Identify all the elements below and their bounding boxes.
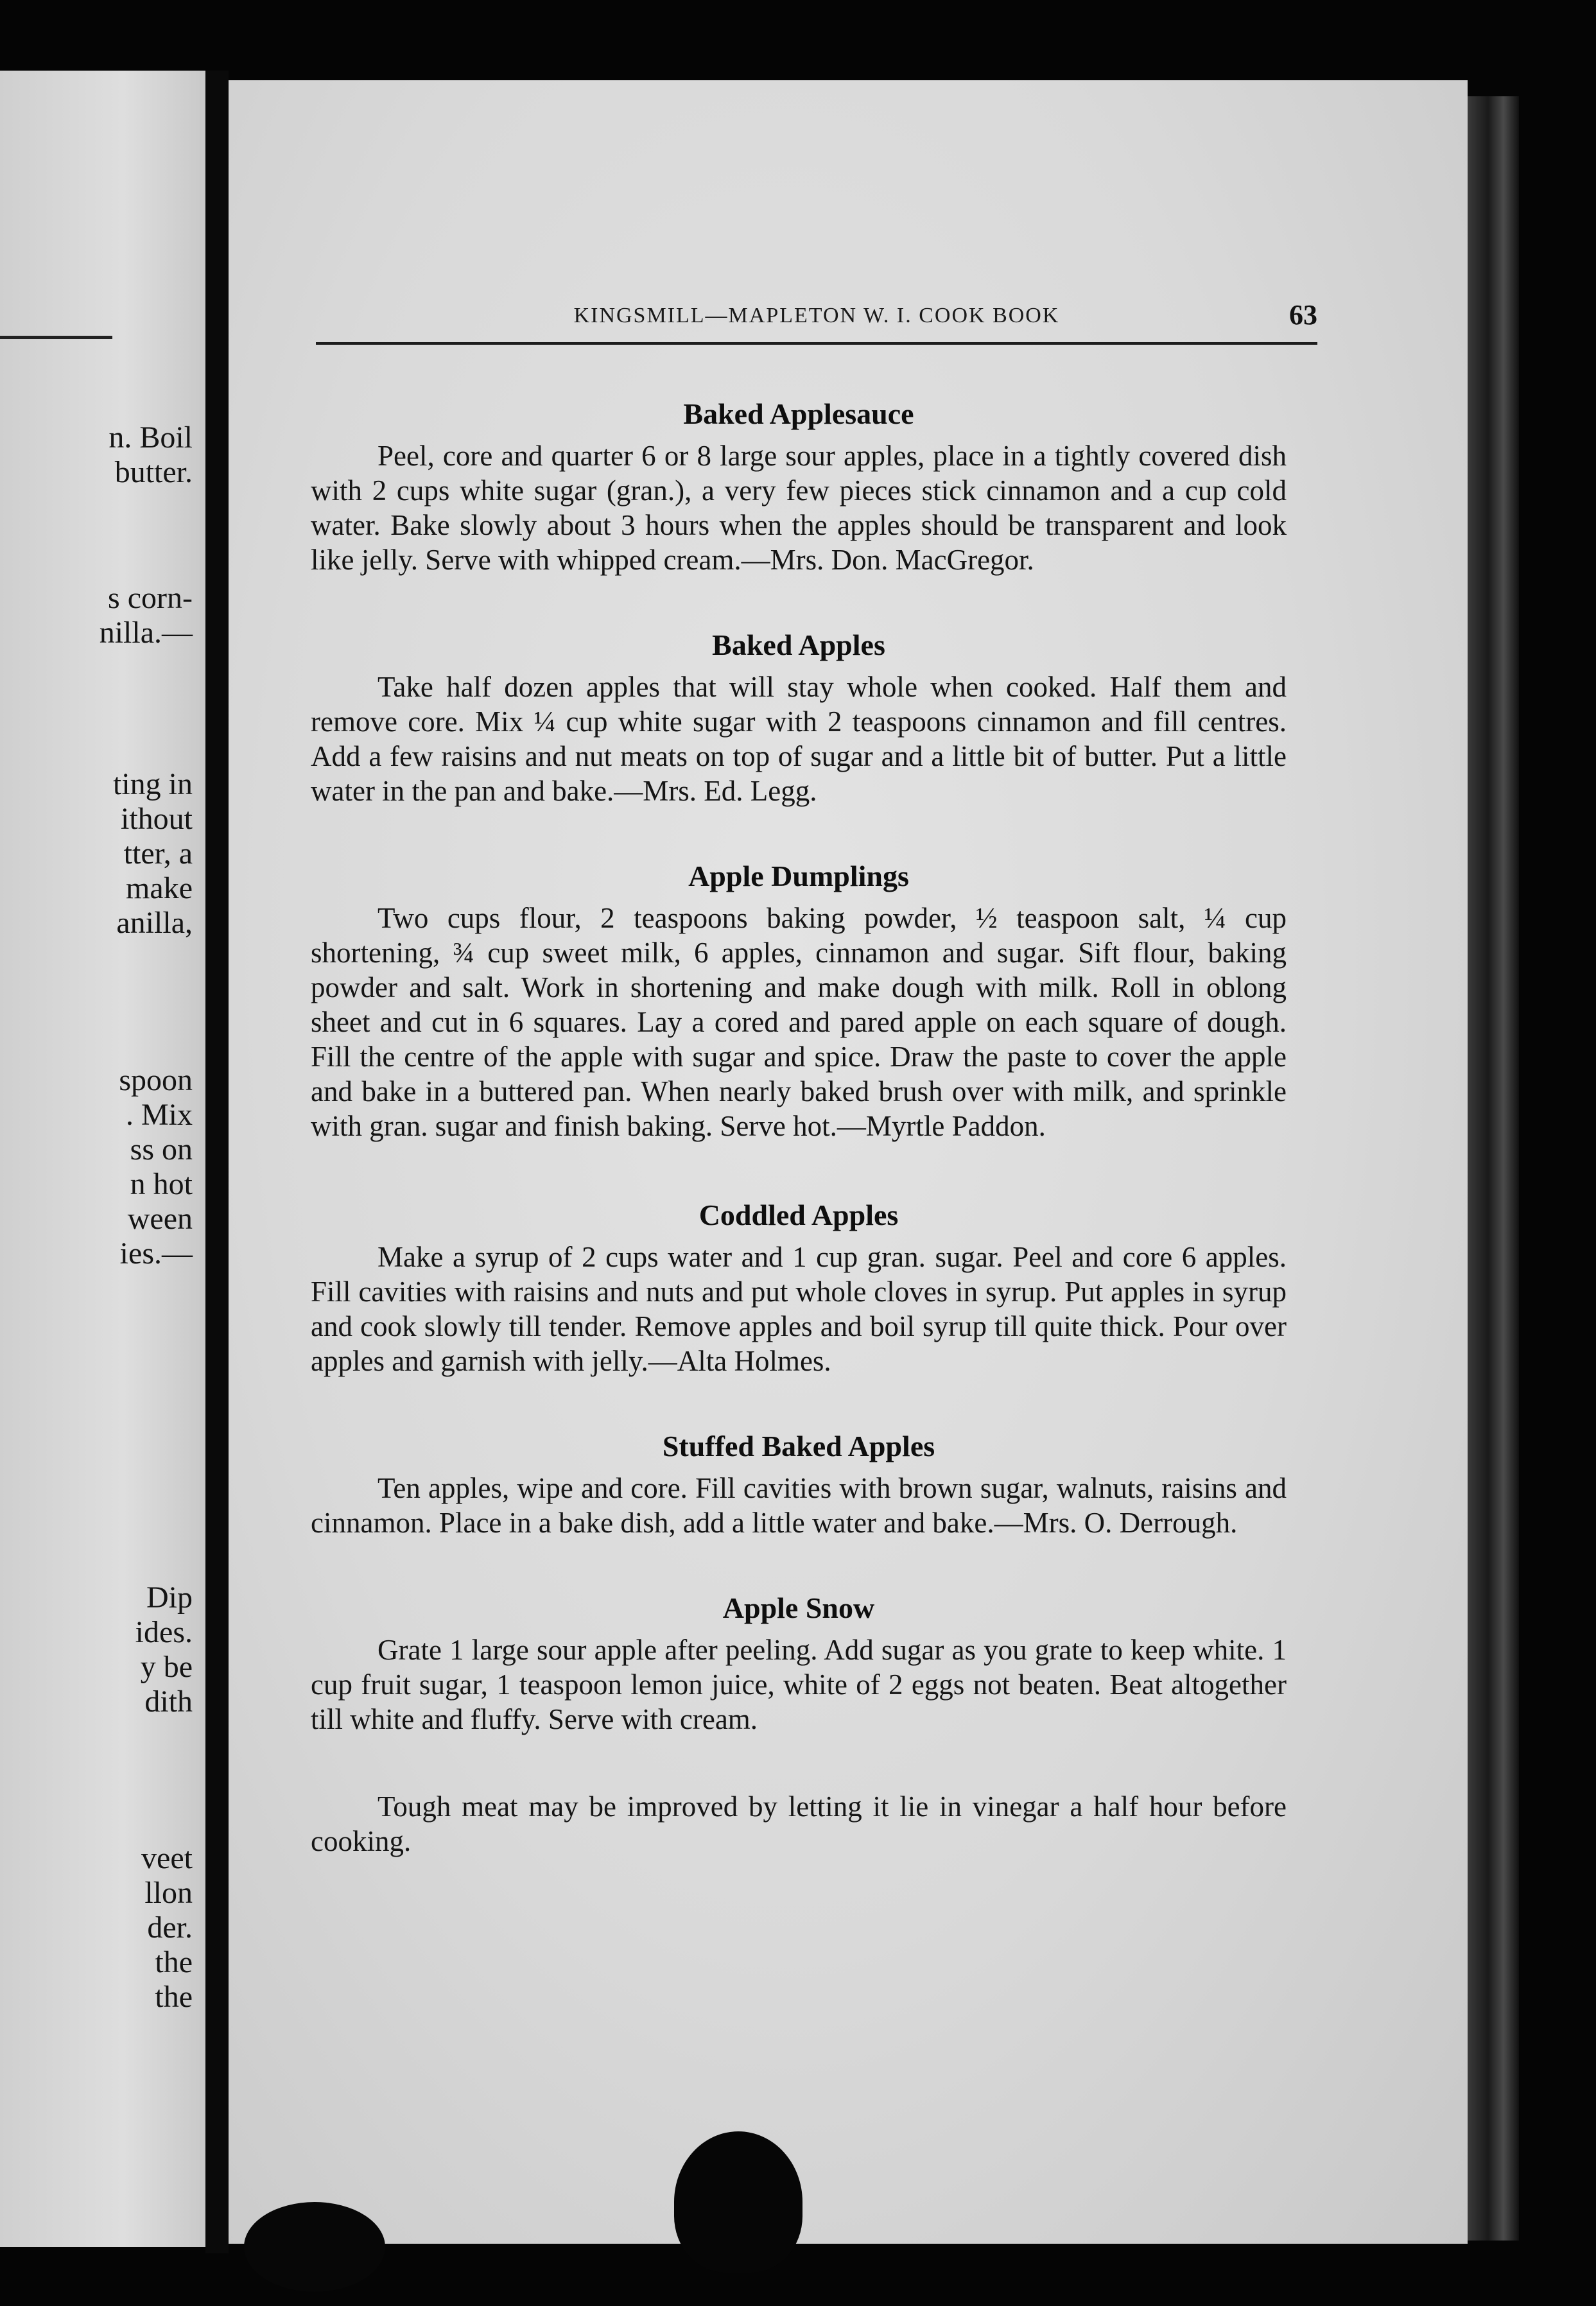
left-header-rule <box>0 336 112 339</box>
recipe-text: Two cups flour, 2 teaspoons baking powder, ½ teaspoon salt, ¼ cup shortening, ¾ cup sweet milk, 6 apples, cinnamon and sugar. Sift flour, baking powder and salt. Work in shortening and make dough with milk. Roll in oblong sheet and cut in 6 squares. Lay a cored and pared apple on each square of dough. Fill the centre of the apple with sugar and spice. Draw the paste to cover the apple and bake in a buttered pan. When nearly baked brush over with milk, and sprinkle with gran. sugar and finish baking. Serve hot.—Myrtle Paddon. <box>311 902 1287 1142</box>
left-fragment-line: n hot <box>130 1167 193 1201</box>
left-fragment-line: Dip <box>146 1581 193 1615</box>
left-fragment-line: s corn- <box>108 581 193 615</box>
recipe-text: Make a syrup of 2 cups water and 1 cup gran. sugar. Peel and core 6 apples. Fill cavities with raisins and nuts and put whole cloves in syrup. Put apples in syrup and cook slowly till tender. Remove apples and boil syrup till quite thick. Pour over apples and garnish with jelly.—Alta Holmes. <box>311 1241 1287 1377</box>
left-fragment-line: the <box>155 1980 193 2014</box>
recipe-text: Take half dozen apples that will stay whole when cooked. Half them and remove core. Mix ¼ cup white sugar with 2 teaspoons cinnamon and fill centres. Add a few raisins and nut meats on top of sugar and a little bit of butter. Put a little water in the pan and bake.—Mrs. Ed. Legg. <box>311 671 1287 807</box>
left-fragment-line: ting in <box>112 767 193 801</box>
recipe-text: Peel, core and quarter 6 or 8 large sour apples, place in a tightly covered dish with 2 cups white sugar (gran.), a very few pieces stick cinnamon and a cup cold water. Bake slowly about 3 hours when the apples should be transparent and look like jelly. Serve with whipped cream.—Mrs. Don. MacGregor. <box>311 440 1287 576</box>
cooking-tip: Tough meat may be improved by letting it lie in vinegar a half hour before cooking. <box>311 1790 1287 1857</box>
left-fragment-line: anilla, <box>116 906 193 940</box>
page-edge-stack <box>1468 96 1519 2241</box>
left-fragment-line: spoon <box>119 1063 193 1097</box>
left-fragment-line: the <box>155 1945 193 1979</box>
running-title: KINGSMILL—MAPLETON W. I. COOK BOOK <box>573 304 1060 327</box>
recipe-stuffed-baked-apples <box>311 1427 1287 1540</box>
recipe-title: Stuffed Baked Apples <box>662 1430 935 1462</box>
running-header <box>316 299 1317 337</box>
left-fragment-line: ithout <box>120 802 193 836</box>
left-fragment-line: ides. <box>135 1615 193 1649</box>
thumb-shadow <box>244 2202 385 2292</box>
book-gutter <box>205 71 229 2253</box>
recipe-coddled-apples <box>311 1196 1287 1378</box>
left-fragment-line: . Mix <box>125 1098 193 1132</box>
left-fragment-line: y be <box>140 1650 193 1684</box>
left-fragment-line: ween <box>127 1202 193 1236</box>
left-fragment-line: ss on <box>130 1132 193 1166</box>
left-page-fragment <box>0 71 205 2247</box>
left-fragment-line: butter. <box>114 455 193 489</box>
recipe-title: Baked Applesauce <box>683 397 914 430</box>
left-fragment-line: veet <box>141 1841 193 1875</box>
left-fragment-line: nilla.— <box>99 616 193 650</box>
recipe-text: Ten apples, wipe and core. Fill cavities with brown sugar, walnuts, raisins and cinnamon. Place in a bake dish, add a little water and bake.—Mrs. O. Derrough. <box>311 1472 1287 1539</box>
header-rule <box>316 342 1317 345</box>
recipe-apple-snow <box>311 1589 1287 1737</box>
recipe-body <box>311 395 1287 1859</box>
left-fragment-line: der. <box>147 1911 193 1945</box>
left-fragment-line: dith <box>144 1685 193 1719</box>
recipe-baked-apples <box>311 626 1287 808</box>
page-number: 63 <box>1289 299 1317 331</box>
recipe-text: Grate 1 large sour apple after peeling. Add sugar as you grate to keep white. 1 cup fruit sugar, 1 teaspoon lemon juice, white of 2 eggs not beaten. Beat altogether till white and fluffy. Serve with cream. <box>311 1634 1287 1735</box>
left-fragment-line: n. Boil <box>108 420 193 455</box>
recipe-apple-dumplings <box>311 857 1287 1143</box>
left-fragment-line: ies.— <box>119 1236 193 1270</box>
recipe-title: Baked Apples <box>712 629 885 661</box>
thumb-shadow <box>674 2131 802 2273</box>
left-fragment-line: make <box>126 871 193 905</box>
recipe-baked-applesauce <box>311 395 1287 577</box>
left-fragment-line: tter, a <box>123 837 193 871</box>
recipe-title: Coddled Apples <box>698 1199 899 1231</box>
left-fragment-line: llon <box>144 1876 193 1910</box>
recipe-title: Apple Dumplings <box>688 860 909 892</box>
main-page <box>229 80 1468 2244</box>
recipe-title: Apple Snow <box>722 1591 875 1624</box>
